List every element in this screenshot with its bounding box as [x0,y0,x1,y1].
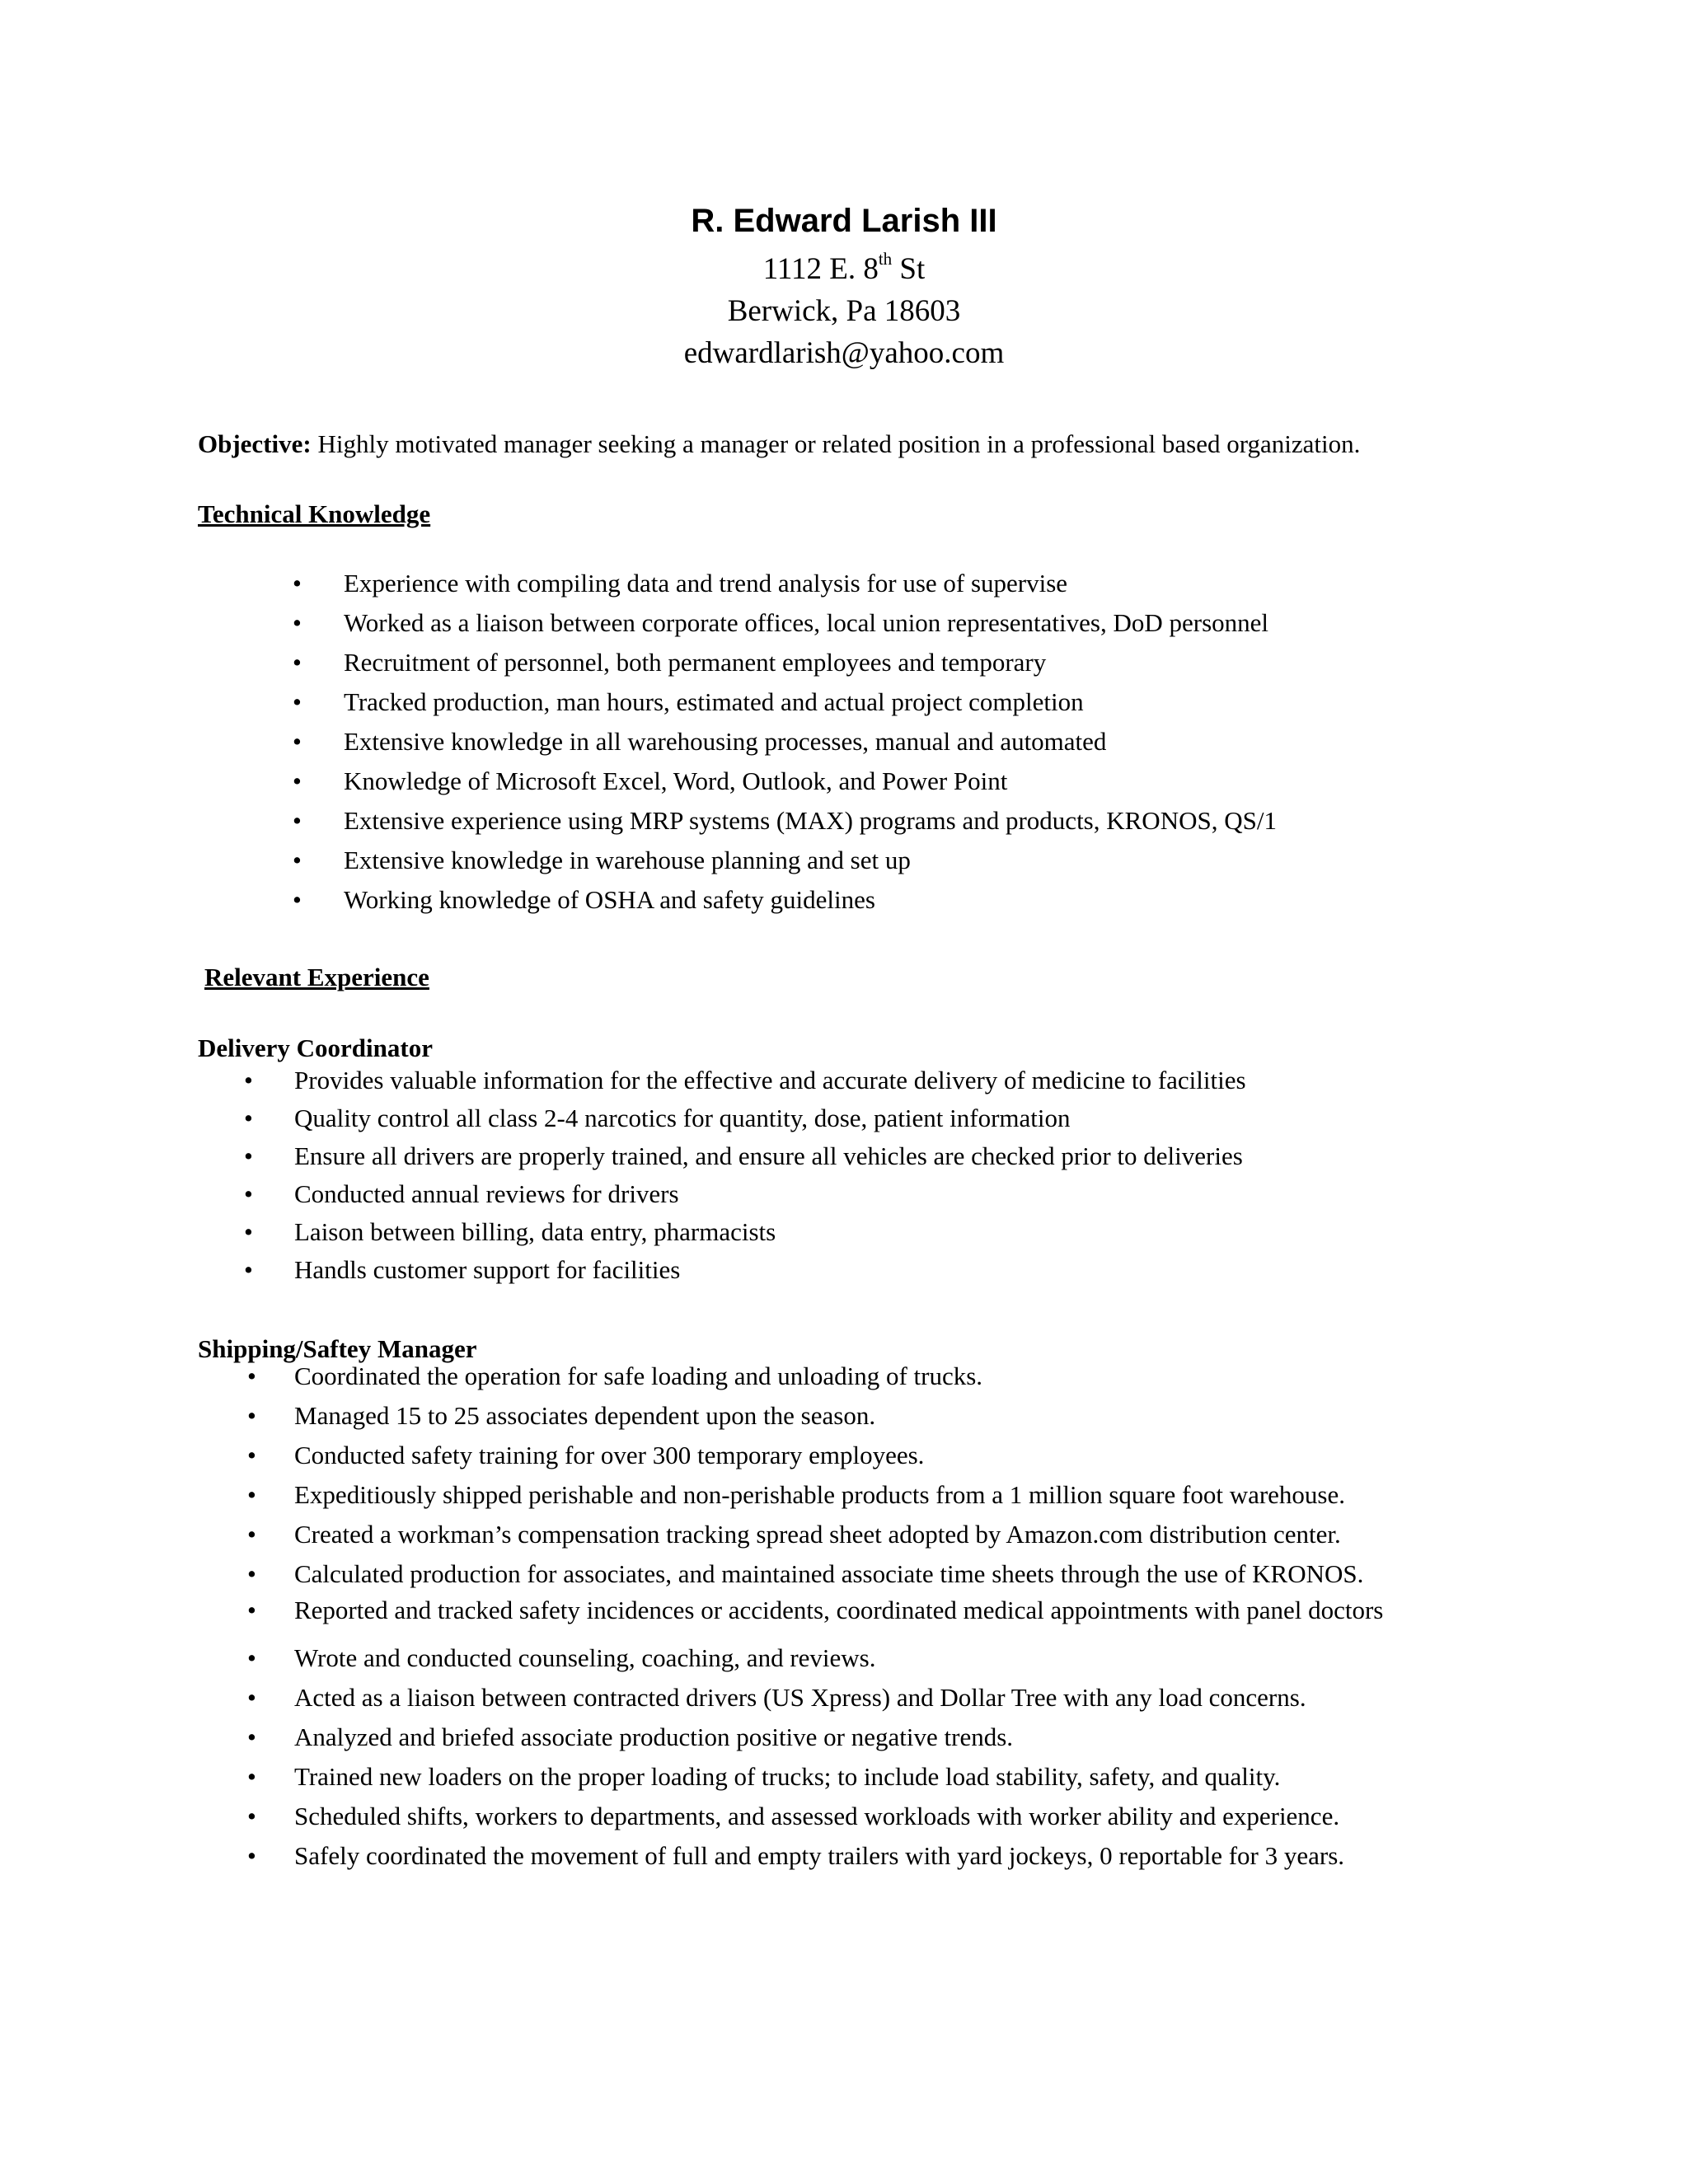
list-item-text: Created a workman’s compensation tracking spread sheet adopted by Amazon.com distribution center. [294,1520,1341,1549]
delivery-coordinator-duties [244,1061,1246,1288]
bullet-icon: • [244,1179,253,1208]
list-item [247,1797,1390,1836]
list-item-text: Recruitment of personnel, both permanent employees and temporary [344,648,1047,677]
list-item-text: Safely coordinated the movement of full and empty trailers with yard jockeys, 0 reportable for 3 years. [294,1841,1345,1870]
relevant-experience-heading: Relevant Experience [204,963,429,991]
list-item [293,801,1277,841]
list-item [293,880,1277,920]
list-item-text: Knowledge of Microsoft Excel, Word, Outlook, and Power Point [344,766,1008,795]
list-item-text: Ensure all drivers are properly trained, and ensure all vehicles are checked prior to deliveries [294,1141,1243,1170]
bullet-icon: • [247,1520,256,1549]
bullet-icon: • [247,1361,256,1390]
bullet-icon: • [247,1559,256,1588]
list-item [293,564,1277,603]
list-item [247,1757,1390,1797]
list-item [247,1396,1390,1436]
list-item [244,1061,1246,1099]
list-item-text: Quality control all class 2-4 narcotics for quantity, dose, patient information [294,1104,1071,1132]
objective-label: Objective: [198,429,312,458]
list-item [293,643,1277,682]
list-item-text: Expeditiously shipped perishable and non-perishable products from a 1 million square foot warehouse. [294,1480,1345,1509]
list-item [293,762,1277,801]
list-item-text: Trained new loaders on the proper loading of trucks; to include load stability, safety, and quality. [294,1762,1281,1791]
bullet-icon: • [293,569,302,598]
address-number: 1112 E. 8 [762,252,879,286]
list-item [247,1638,1390,1678]
list-item-text: Conducted annual reviews for drivers [294,1179,679,1208]
bullet-icon: • [247,1762,256,1791]
list-item-text: Analyzed and briefed associate production positive or negative trends. [294,1722,1014,1751]
list-item-text: Extensive knowledge in all warehousing processes, manual and automated [344,727,1107,756]
list-item-text: Handls customer support for facilities [294,1255,681,1284]
technical-knowledge-heading: Technical Knowledge [198,499,431,528]
bullet-icon: • [293,885,302,914]
candidate-name: R. Edward Larish III [691,203,997,239]
list-item-text: Tracked production, man hours, estimated and actual project completion [344,687,1084,716]
bullet-icon: • [247,1683,256,1712]
list-item-text: Acted as a liaison between contracted drivers (US Xpress) and Dollar Tree with any load concerns. [294,1683,1306,1712]
objective-text: Highly motivated manager seeking a manager or related position in a professional based organization. [311,429,1361,458]
list-item-text: Experience with compiling data and trend analysis for use of supervise [344,569,1068,598]
address-street: St [892,252,926,286]
bullet-icon: • [247,1480,256,1509]
bullet-icon: • [244,1217,253,1246]
list-item [247,1436,1390,1475]
list-item-text: Laison between billing, data entry, pharmacists [294,1217,776,1246]
list-item-text: Working knowledge of OSHA and safety guidelines [344,885,875,914]
list-item [293,682,1277,722]
bullet-icon: • [244,1066,253,1094]
technical-knowledge-list [293,564,1277,920]
bullet-icon: • [247,1401,256,1430]
bullet-icon: • [247,1722,256,1751]
bullet-icon: • [247,1441,256,1469]
list-item [247,1475,1390,1515]
bullet-icon: • [247,1643,256,1672]
list-item [244,1099,1246,1137]
list-item [247,1554,1390,1594]
list-item [244,1212,1246,1250]
list-item-text: Managed 15 to 25 associates dependent upon the season. [294,1401,876,1430]
list-item [247,1718,1390,1757]
city-line: Berwick, Pa 18603 [727,294,961,328]
bullet-icon: • [293,687,302,716]
street-address [0,249,1688,290]
list-item [247,1836,1390,1876]
job-title-shipping-safety-manager: Shipping/Saftey Manager [198,1334,477,1363]
list-item [293,841,1277,880]
shipping-safety-manager-duties [247,1357,1390,1876]
list-item [247,1594,1390,1638]
email-address: edwardlarish@yahoo.com [683,336,1005,370]
address-ordinal-suffix: th [878,249,893,269]
objective-statement [198,426,1360,462]
bullet-icon: • [244,1141,253,1170]
bullet-icon: • [293,608,302,637]
list-item-text: Calculated production for associates, and maintained associate time sheets through the use of KRONOS. [294,1559,1364,1588]
bullet-icon: • [247,1802,256,1830]
list-item-text: Coordinated the operation for safe loading and unloading of trucks. [294,1361,983,1390]
list-item [247,1515,1390,1554]
bullet-icon: • [244,1104,253,1132]
bullet-icon: • [247,1841,256,1870]
list-item-text: Extensive experience using MRP systems (MAX) programs and products, KRONOS, QS/1 [344,806,1277,835]
bullet-icon: • [247,1596,256,1624]
bullet-icon: • [293,846,302,874]
list-item-text: Scheduled shifts, workers to departments, and assessed workloads with worker ability and experience. [294,1802,1340,1830]
bullet-icon: • [293,806,302,835]
bullet-icon: • [293,766,302,795]
job-title-delivery-coordinator: Delivery Coordinator [198,1033,433,1062]
list-item-text: Wrote and conducted counseling, coaching, and reviews. [294,1643,876,1672]
bullet-icon: • [244,1255,253,1284]
list-item [247,1357,1390,1396]
list-item-text: Worked as a liaison between corporate offices, local union representatives, DoD personnel [344,608,1269,637]
list-item [244,1137,1246,1174]
list-item [293,603,1277,643]
list-item [244,1174,1246,1212]
list-item-text: Provides valuable information for the effective and accurate delivery of medicine to facilities [294,1066,1246,1094]
bullet-icon: • [293,727,302,756]
list-item-text: Extensive knowledge in warehouse planning and set up [344,846,911,874]
bullet-icon: • [293,648,302,677]
list-item [244,1250,1246,1288]
list-item [247,1678,1390,1718]
list-item-text: Conducted safety training for over 300 temporary employees. [294,1441,925,1469]
list-item [293,722,1277,762]
list-item-text: Reported and tracked safety incidences or accidents, coordinated medical appointments with panel doctors [294,1596,1384,1624]
